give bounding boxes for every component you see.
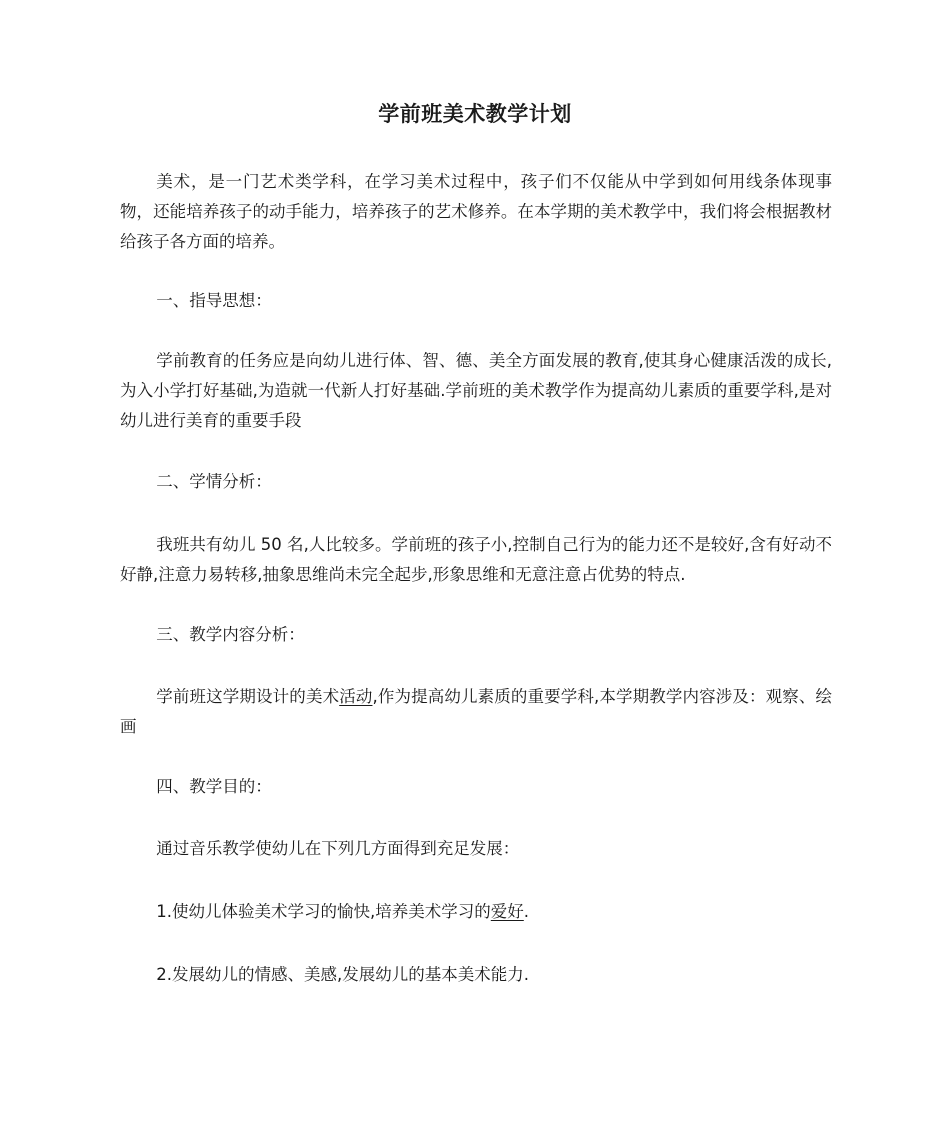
document-title: 学前班美术教学计划: [378, 102, 572, 126]
section-heading-learning-analysis: 二、学情分析：: [156, 472, 272, 491]
section-body-learning-analysis: 我班共有幼儿 50 名,人比较多。学前班的孩子小,控制自己行为的能力还不是较好,含有好动不好静,注意力易转移,抽象思维尚未完全起步,形象思维和无意注意占优势的特点.: [120, 535, 832, 584]
intro-paragraph: 美术，是一门艺术类学科，在学习美术过程中，孩子们不仅能从中学到如何用线条体现事物，还能培养孩子的动手能力，培养孩子的艺术修养。在本学期的美术教学中，我们将会根据教材给孩子各方面的培养。: [120, 172, 832, 251]
content-analysis-text-end: ,作为提高幼儿素质的重要学科,本学期教学内容涉及：观察、绘画: [120, 687, 833, 736]
content-analysis-text-start: 学前班这学期设计的美术: [156, 687, 340, 706]
goal-item-1: [120, 897, 832, 927]
section-body-teaching-goals: 通过音乐教学使幼儿在下列几方面得到充足发展：: [156, 839, 520, 858]
goal-item-2: 2.发展幼儿的情感、美感,发展幼儿的基本美术能力.: [156, 965, 530, 984]
goal-1-text-start: 1.使幼儿体验美术学习的愉快,培养美术学习的: [156, 902, 491, 921]
activity-link[interactable]: 活动: [339, 687, 373, 706]
section-heading-guiding-thought: 一、指导思想：: [156, 291, 272, 310]
goal-1-text-end: .: [523, 902, 530, 921]
hobby-link[interactable]: 爱好: [490, 902, 524, 921]
section-body-content-analysis: [120, 682, 832, 742]
section-body-guiding-thought: 学前教育的任务应是向幼儿进行体、智、德、美全方面发展的教育,使其身心健康活泼的成长,为入小学打好基础,为造就一代新人打好基础.学前班的美术教学作为提高幼儿素质的重要学科,是对幼儿进行美育的重要手段: [120, 351, 832, 430]
section-heading-teaching-goals: 四、教学目的：: [156, 777, 272, 796]
section-heading-content-analysis: 三、教学内容分析：: [156, 625, 305, 644]
